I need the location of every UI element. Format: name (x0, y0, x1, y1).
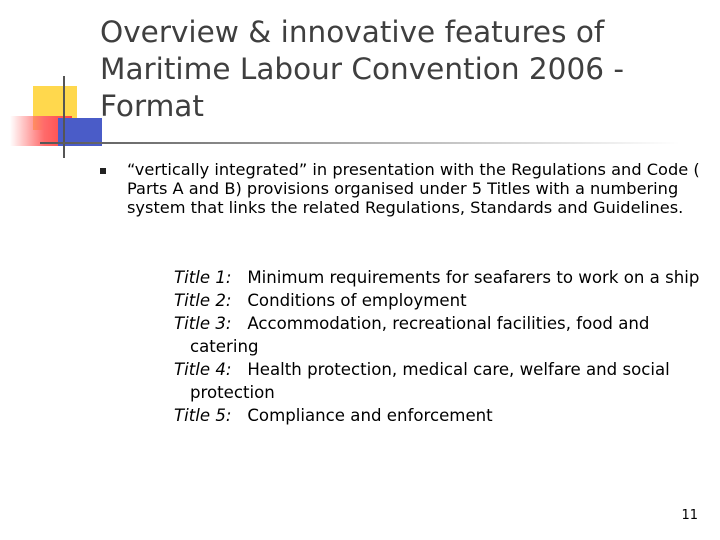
title-item (174, 404, 709, 427)
title-description: Compliance and enforcement (247, 406, 493, 425)
title-description: Minimum requirements for seafarers to work on a ship (247, 268, 700, 287)
title-label: Title 2: (174, 291, 232, 310)
title-item (174, 312, 709, 358)
slide-title: Overview & innovative features of Maritime Labour Convention 2006 - Format (100, 15, 624, 123)
titles-list (174, 266, 709, 427)
decorative-vertical-line (63, 76, 65, 158)
bullet-square-icon (100, 168, 106, 174)
bullet-text: “vertically integrated” in presentation with the Regulations and Code ( Parts A and B) provisions organised under 5 Titles with a numbering system that links the related Regulations, Standards and Guidelines. (127, 160, 700, 217)
title-item (174, 358, 709, 404)
title-description: Conditions of employment (247, 291, 467, 310)
title-item (174, 266, 709, 289)
page-number: 11 (681, 508, 698, 523)
title-description: Accommodation, recreational facilities, food and catering (190, 314, 650, 356)
title-label: Title 1: (174, 268, 232, 287)
title-label: Title 4: (174, 360, 232, 379)
title-label: Title 3: (174, 314, 232, 333)
title-underline (40, 142, 680, 144)
title-label: Title 5: (174, 406, 232, 425)
title-description: Health protection, medical care, welfare and social protection (190, 360, 670, 402)
title-item (174, 289, 709, 312)
